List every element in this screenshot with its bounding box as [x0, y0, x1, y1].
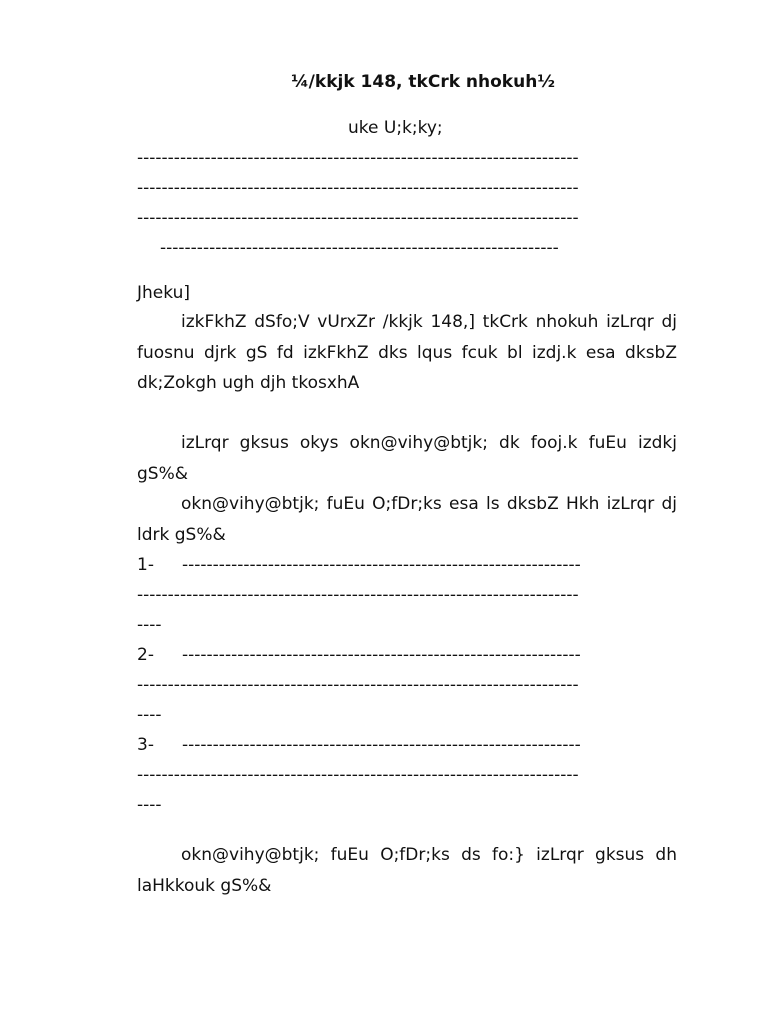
item-line: ----: [137, 705, 162, 725]
document-title: ¼/kkjk 148, tkCrk nhokuh½: [291, 72, 555, 92]
item-line: -----------------------------------------------------------------: [182, 555, 581, 575]
item-number: 2-: [137, 645, 154, 665]
party-line-2: ------------------------------------------------------------------------: [137, 178, 579, 198]
party-line-3: ------------------------------------------------------------------------: [137, 208, 579, 228]
item-number: 1-: [137, 555, 154, 575]
court-name: uke U;k;ky;: [348, 118, 443, 138]
salutation: Jheku]: [137, 283, 190, 303]
item-line: ----: [137, 795, 162, 815]
item-line: -----------------------------------------------------------------: [182, 645, 581, 665]
party-line-4: -----------------------------------------------------------------: [160, 238, 559, 258]
item-line: ------------------------------------------------------------------------: [137, 585, 579, 605]
item-number: 3-: [137, 735, 154, 755]
item-line: ------------------------------------------------------------------------: [137, 675, 579, 695]
item-line: ------------------------------------------------------------------------: [137, 765, 579, 785]
paragraph-details: izLrqr gksus okys okn@vihy@btjk; dk fooj.k fuEu izdkj gS%&: [137, 433, 677, 484]
item-line: -----------------------------------------------------------------: [182, 735, 581, 755]
paragraph-caveat: izkFkhZ dSfo;V vUrxZr /kkjk 148,] tkCrk nhokuh izLrqr dj fuosnu djrk gS fd izkFkhZ dks lqus fcuk bl izdj.k esa dksbZ dk;Zokgh ugh djh tkosxhA: [137, 312, 677, 393]
item-line: ----: [137, 615, 162, 635]
paragraph-against: okn@vihy@btjk; fuEu O;fDr;ks ds fo:} izLrqr gksus dh laHkkouk gS%&: [137, 845, 677, 896]
party-line-1: ------------------------------------------------------------------------: [137, 148, 579, 168]
paragraph-persons: okn@vihy@btjk; fuEu O;fDr;ks esa ls dksbZ Hkh izLrqr dj ldrk gS%&: [137, 494, 677, 545]
